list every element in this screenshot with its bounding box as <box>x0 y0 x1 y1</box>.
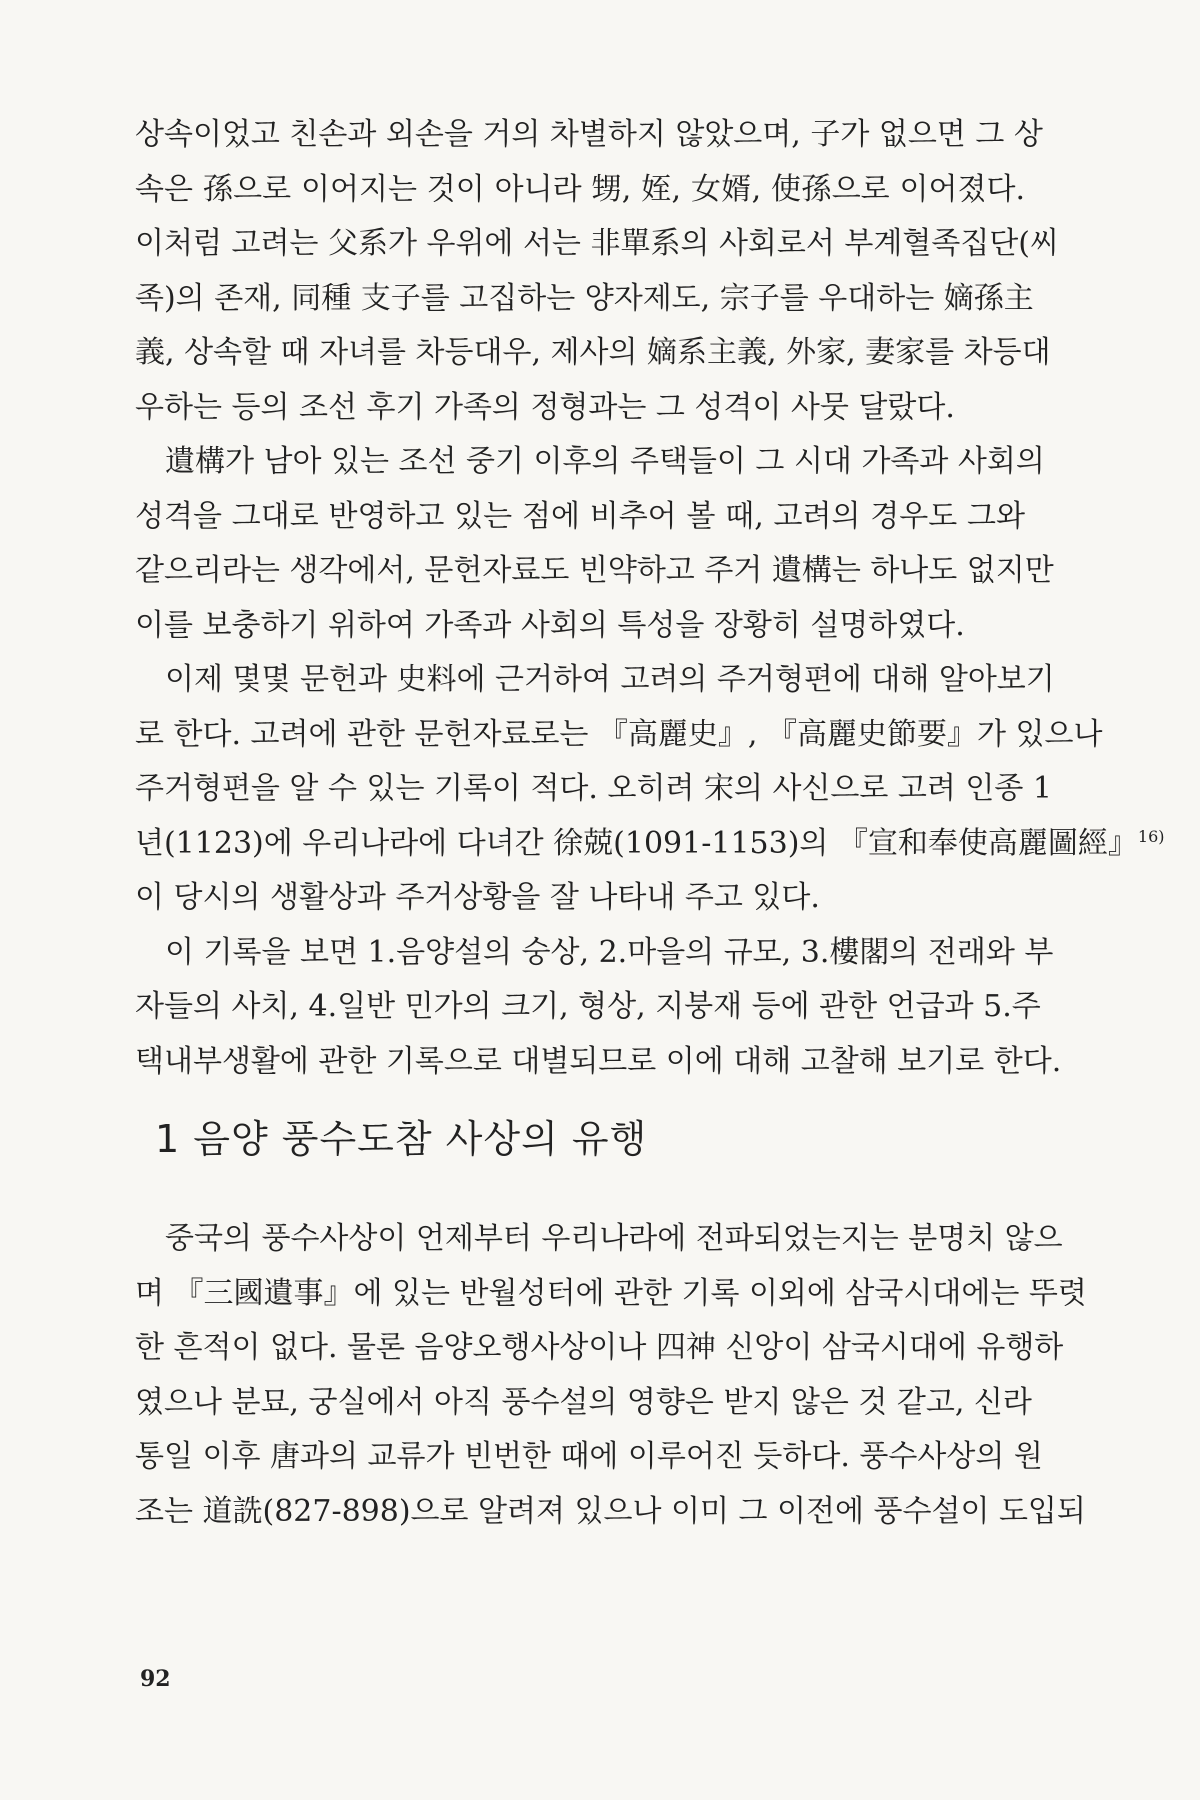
page-number: 92 <box>140 1666 171 1692</box>
paragraph-line: 이 당시의 생활상과 주거상황을 잘 나타내 주고 있다. <box>135 880 820 915</box>
paragraph-line: 주거형편을 알 수 있는 기록이 적다. 오히려 宋의 사신으로 고려 인종 1 <box>135 771 1052 806</box>
paragraph-line: 중국의 풍수사상이 언제부터 우리나라에 전파되었는지는 분명치 않으 <box>165 1221 1063 1256</box>
paragraph-line: 이 기록을 보면 1.음양설의 숭상, 2.마을의 규모, 3.樓閣의 전래와 부 <box>165 934 1054 970</box>
paragraph-line: 같으리라는 생각에서, 문헌자료도 빈약하고 주거 遺構는 하나도 없지만 <box>135 553 1054 588</box>
paragraph-line: 성격을 그대로 반영하고 있는 점에 비추어 볼 때, 고려의 경우도 그와 <box>135 498 1025 534</box>
paragraph-line: 로 한다. 고려에 관한 문헌자료로는 『高麗史』, 『高麗史節要』가 있으나 <box>135 716 1103 752</box>
paragraph-line: 택내부생활에 관한 기록으로 대별되므로 이에 대해 고찰해 보기로 한다. <box>135 1043 1062 1079</box>
paragraph-line: 義, 상속할 때 자녀를 차등대우, 제사의 嫡系主義, 外家, 妻家를 차등대 <box>135 335 1051 370</box>
main-text-block <box>135 108 1165 1089</box>
paragraph-line: 조는 道詵(827-898)으로 알려져 있으나 이미 그 이전에 풍수설이 도입되 <box>135 1493 1086 1529</box>
paragraph-line: 상속이었고 친손과 외손을 거의 차별하지 않았으며, 子가 없으면 그 상 <box>135 117 1043 152</box>
paragraph-line: 한 흔적이 없다. 물론 음양오행사상이나 四神 신앙이 삼국시대에 유행하 <box>135 1330 1064 1365</box>
section-heading: 1 음양 풍수도참 사상의 유행 <box>155 1117 648 1161</box>
section-text-block <box>135 1212 1087 1539</box>
footnote-reference[interactable]: 16) <box>1137 826 1165 846</box>
paragraph-line: 遺構가 남아 있는 조선 중기 이후의 주택들이 그 시대 가족과 사회의 <box>165 444 1045 479</box>
paragraph-line: 이제 몇몇 문헌과 史料에 근거하여 고려의 주거형편에 대해 알아보기 <box>165 662 1055 697</box>
paragraph-line: 이처럼 고려는 父系가 우위에 서는 非單系의 사회로서 부계혈족집단(씨 <box>135 226 1059 261</box>
paragraph-line: 며 『三國遺事』에 있는 반월성터에 관한 기록 이외에 삼국시대에는 뚜렷 <box>135 1275 1087 1311</box>
paragraph-line-text: 년(1123)에 우리나라에 다녀간 徐兢(1091-1153)의 『宣和奉使高麗圖經』 <box>135 825 1138 861</box>
paragraph-line: 통일 이후 唐과의 교류가 빈번한 때에 이루어진 듯하다. 풍수사상의 원 <box>135 1439 1043 1474</box>
paragraph-line: 였으나 분묘, 궁실에서 아직 풍수설의 영향은 받지 않은 것 같고, 신라 <box>135 1384 1032 1420</box>
paragraph-line: 우하는 등의 조선 후기 가족의 정형과는 그 성격이 사뭇 달랐다. <box>135 389 955 425</box>
paragraph-line: 이를 보충하기 위하여 가족과 사회의 특성을 장황히 설명하였다. <box>135 607 965 643</box>
paragraph-line: 속은 孫으로 이어지는 것이 아니라 甥, 姪, 女婿, 使孫으로 이어졌다. <box>135 171 1025 207</box>
paragraph-line: 자들의 사치, 4.일반 민가의 크기, 형상, 지붕재 등에 관한 언급과 5.주 <box>135 989 1041 1024</box>
paragraph-line-with-footnote <box>135 817 1165 872</box>
paragraph-line: 족)의 존재, 同種 支子를 고집하는 양자제도, 宗子를 우대하는 嫡孫主 <box>135 280 1034 316</box>
